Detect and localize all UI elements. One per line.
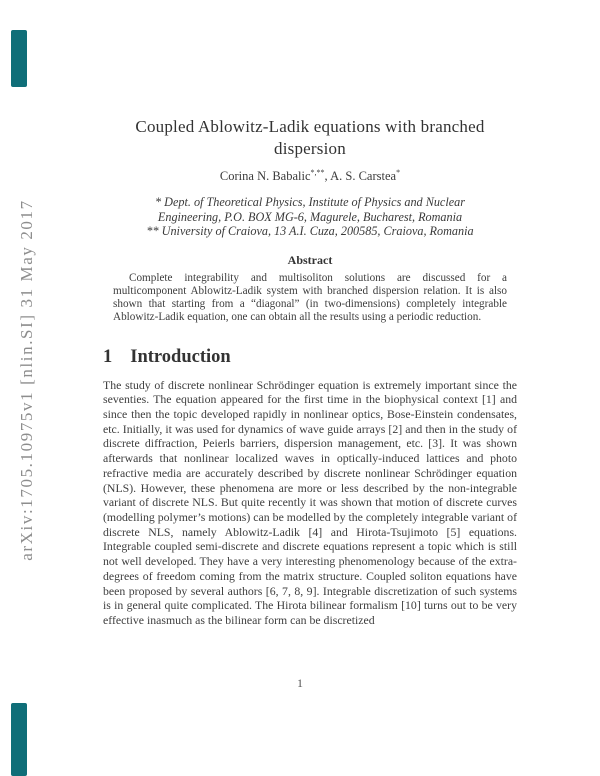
affiliations-block xyxy=(103,195,517,239)
abstract-heading: Abstract xyxy=(287,252,333,267)
section-label: Introduction xyxy=(130,346,231,367)
affiliation-line-2: Engineering, P.O. BOX MG-6, Magurele, Bucharest, Romania xyxy=(157,209,463,224)
section-number: 1 xyxy=(103,346,113,367)
author-2-name: , A. S. Carstea xyxy=(324,169,397,184)
affiliation-line-3: ** University of Craiova, 13 A.I. Cuza, 200585, Craiova, Romania xyxy=(146,224,474,239)
author-1-affiliation-marks: *,** xyxy=(310,168,325,177)
page-number: 1 xyxy=(297,676,303,690)
abstract-text: Complete integrability and multisoliton solutions are discussed for a multicomponent Ablowitz-Ladik system with branched dispersion relation. It is also shown that starting from a “diagonal” (in two-dimensions) completely integrable Ablowitz-Ladik equation, one can obtain all the results using a periodic reduction. xyxy=(113,271,507,323)
author-2-affiliation-marks: * xyxy=(396,168,401,177)
paper-title: Coupled Ablowitz-Ladik equations with branched dispersion xyxy=(135,117,485,158)
section-heading-introduction xyxy=(103,347,517,368)
authors-line xyxy=(103,168,517,184)
author-1-name: Corina N. Babalic xyxy=(219,169,311,184)
teal-marker-top xyxy=(11,30,27,87)
affiliation-line-1: * Dept. of Theoretical Physics, Institute of Physics and Nuclear xyxy=(155,195,465,210)
arxiv-watermark: arXiv:1705.10975v1 [nlin.SI] 31 May 2017 xyxy=(17,199,36,561)
introduction-paragraph: The study of discrete nonlinear Schrödinger equation is extremely important since the seventies. The equation appeared for the first time in the biophysical context [1] and since then the topic developed rapidly in nonlinear optics, Bose-Einstein condensates, etc. Initially, it was used for dynamics of wave guide arrays [2] and then in the study of discrete diffraction, Peierls barriers, dispersion management, etc. [3]. It was shown afterwards that nonlinear localized waves in optically-induced lattices and photo refractive media are accurately described by discrete nonlinear Schrödinger equation (NLS). However, these phenomena are more or less described by the non-integrable variant of discrete NLS. But quite recently it was shown that motion of discrete curves (modelling polymer’s motions) can be modelled by the completely integrable variant of discrete NLS, namely Ablowitz-Ladik [4] and Hirota-Tsujimoto [5] equations. Integrable coupled semi-discrete and discrete equations represent a topic which is still not well developed. They have a very interesting phenomenology because of the extra-degrees of freedom coming from the matrix structure. Coupled soliton equations have been proposed by several authors [6, 7, 8, 9]. Integrable discretization of such systems is in general quite complicated. The Hirota bilinear formalism [10] turns out to be very effective inasmuch as the bilinear form can be discretized xyxy=(103,377,517,627)
paper-content-column xyxy=(103,0,517,628)
teal-marker-bottom xyxy=(11,703,27,776)
